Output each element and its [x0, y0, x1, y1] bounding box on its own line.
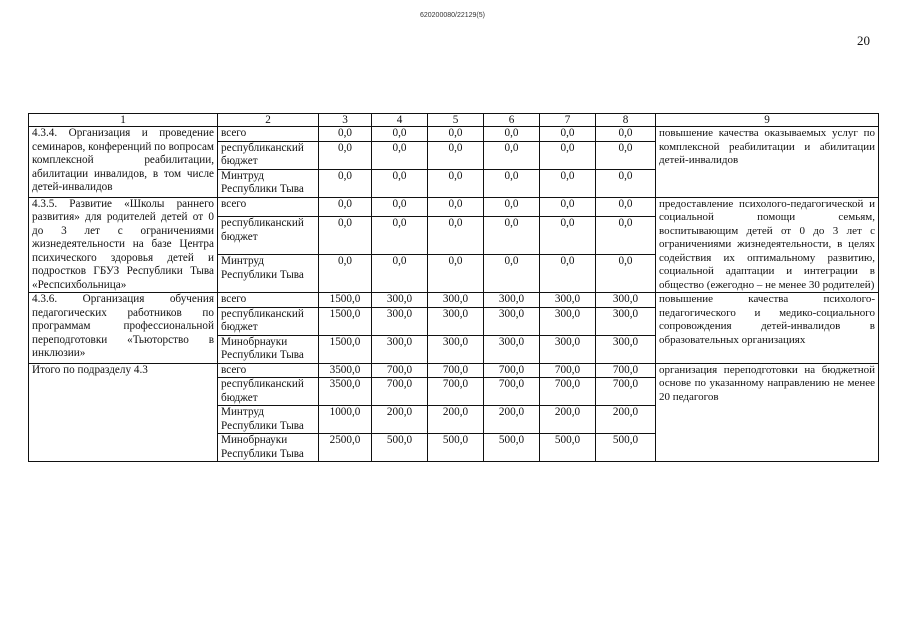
amount-cell: 500,0: [540, 434, 596, 462]
amount-cell: 700,0: [484, 363, 540, 378]
amount-cell: 0,0: [596, 217, 656, 255]
amount-cell: 300,0: [428, 293, 484, 308]
amount-cell: 0,0: [428, 127, 484, 142]
page-number: 20: [857, 33, 870, 48]
amount-cell: 300,0: [484, 307, 540, 335]
amount-cell: 300,0: [484, 293, 540, 308]
amount-cell: 0,0: [484, 217, 540, 255]
amount-cell: 0,0: [372, 141, 428, 169]
amount-cell: 300,0: [428, 335, 484, 363]
amount-cell: 0,0: [319, 255, 372, 293]
amount-cell: 300,0: [372, 307, 428, 335]
funding-source: Минтруд Республики Тыва: [218, 255, 319, 293]
funding-source: всего: [218, 197, 319, 217]
amount-cell: 200,0: [372, 406, 428, 434]
amount-cell: 0,0: [596, 127, 656, 142]
amount-cell: 700,0: [596, 378, 656, 406]
amount-cell: 300,0: [540, 335, 596, 363]
expected-result: повышение качества оказываемых услуг по комплексной реабилитации и абилитации детей-инвалидов: [656, 127, 879, 198]
amount-cell: 0,0: [540, 127, 596, 142]
amount-cell: 300,0: [540, 293, 596, 308]
amount-cell: 0,0: [428, 217, 484, 255]
column-header-4: 4: [372, 114, 428, 127]
amount-cell: 1500,0: [319, 293, 372, 308]
amount-cell: 300,0: [484, 335, 540, 363]
amount-cell: 1500,0: [319, 307, 372, 335]
amount-cell: 500,0: [372, 434, 428, 462]
funding-source: Минтруд Республики Тыва: [218, 169, 319, 197]
amount-cell: 500,0: [484, 434, 540, 462]
amount-cell: 0,0: [319, 197, 372, 217]
amount-cell: 200,0: [484, 406, 540, 434]
funding-source: Минобрнауки Республики Тыва: [218, 434, 319, 462]
amount-cell: 500,0: [428, 434, 484, 462]
amount-cell: 700,0: [428, 363, 484, 378]
funding-source: республиканский бюджет: [218, 378, 319, 406]
amount-cell: 0,0: [372, 217, 428, 255]
table-row: [29, 197, 879, 217]
amount-cell: 0,0: [484, 141, 540, 169]
amount-cell: 0,0: [484, 127, 540, 142]
column-header-8: 8: [596, 114, 656, 127]
amount-cell: 0,0: [319, 169, 372, 197]
amount-cell: 0,0: [484, 197, 540, 217]
amount-cell: 2500,0: [319, 434, 372, 462]
amount-cell: 0,0: [540, 141, 596, 169]
amount-cell: 0,0: [372, 169, 428, 197]
amount-cell: 0,0: [372, 127, 428, 142]
amount-cell: 0,0: [596, 255, 656, 293]
amount-cell: 300,0: [540, 307, 596, 335]
column-header-7: 7: [540, 114, 596, 127]
funding-source: республиканский бюджет: [218, 307, 319, 335]
amount-cell: 0,0: [596, 169, 656, 197]
measure-description: 4.3.4. Организация и проведение семинаров, конференций по вопросам комплексной реабилитации, абилитации инвалидов, в том числе детей-инвалидов: [29, 127, 218, 198]
column-header-9: 9: [656, 114, 879, 127]
amount-cell: 300,0: [428, 307, 484, 335]
table-row: [29, 127, 879, 142]
amount-cell: 0,0: [319, 217, 372, 255]
amount-cell: 700,0: [484, 378, 540, 406]
amount-cell: 300,0: [372, 335, 428, 363]
expected-result: предоставление психолого-педагогической и социальной помощи семьям, воспитывающим детей от 0 до 3 лет с ограничениями жизнедеятельности, в целях содействия их оптимальному развитию, социальной адаптации и интеграции в общество (ежегодно – не менее 30 родителей): [656, 197, 879, 293]
amount-cell: 700,0: [596, 363, 656, 378]
measure-description: 4.3.5. Развитие «Школы раннего развития» для родителей детей от 0 до 3 лет с ограничениями жизнедеятельности на базе Центра психического здоровья детей и подростков ГБУЗ Республики Тыва «Респсихбольница»: [29, 197, 218, 293]
amount-cell: 0,0: [319, 141, 372, 169]
amount-cell: 700,0: [428, 378, 484, 406]
funding-source: республиканский бюджет: [218, 141, 319, 169]
amount-cell: 0,0: [372, 255, 428, 293]
amount-cell: 200,0: [596, 406, 656, 434]
column-header-1: 1: [29, 114, 218, 127]
expected-result: организация переподготовки на бюджетной основе по указанному направлению не менее 20 педагогов: [656, 363, 879, 462]
funding-source: всего: [218, 293, 319, 308]
document-code: 620200080/22129(5): [419, 12, 485, 19]
amount-cell: 0,0: [596, 141, 656, 169]
column-header-5: 5: [428, 114, 484, 127]
amount-cell: 3500,0: [319, 378, 372, 406]
amount-cell: 0,0: [319, 127, 372, 142]
amount-cell: 200,0: [540, 406, 596, 434]
funding-source: Минобрнауки Республики Тыва: [218, 335, 319, 363]
amount-cell: 700,0: [372, 378, 428, 406]
amount-cell: 0,0: [428, 197, 484, 217]
amount-cell: 3500,0: [319, 363, 372, 378]
amount-cell: 0,0: [484, 255, 540, 293]
funding-source: республиканский бюджет: [218, 217, 319, 255]
column-header-6: 6: [484, 114, 540, 127]
measure-description: 4.3.6. Организация обучения педагогических работников по программам профессиональной переподготовки «Тьюторство в инклюзии»: [29, 293, 218, 364]
funding-source: всего: [218, 127, 319, 142]
amount-cell: 700,0: [540, 378, 596, 406]
column-header-2: 2: [218, 114, 319, 127]
funding-source: Минтруд Республики Тыва: [218, 406, 319, 434]
amount-cell: 200,0: [428, 406, 484, 434]
column-header-3: 3: [319, 114, 372, 127]
amount-cell: 1000,0: [319, 406, 372, 434]
amount-cell: 0,0: [484, 169, 540, 197]
funding-source: всего: [218, 363, 319, 378]
amount-cell: 700,0: [540, 363, 596, 378]
amount-cell: 0,0: [428, 169, 484, 197]
amount-cell: 300,0: [372, 293, 428, 308]
amount-cell: 0,0: [428, 141, 484, 169]
amount-cell: 0,0: [540, 255, 596, 293]
amount-cell: 0,0: [540, 217, 596, 255]
table-row: [29, 363, 879, 378]
header-row: [29, 114, 879, 127]
amount-cell: 700,0: [372, 363, 428, 378]
amount-cell: 0,0: [372, 197, 428, 217]
table-row: [29, 293, 879, 308]
amount-cell: 300,0: [596, 335, 656, 363]
amount-cell: 0,0: [540, 169, 596, 197]
amount-cell: 0,0: [540, 197, 596, 217]
amount-cell: 0,0: [428, 255, 484, 293]
program-table: [28, 113, 879, 462]
measure-description: Итого по подразделу 4.3: [29, 363, 218, 462]
amount-cell: 300,0: [596, 293, 656, 308]
expected-result: повышение качества психолого-педагогического и медико-социального сопровождения детей-инвалидов в образовательных организациях: [656, 293, 879, 364]
amount-cell: 0,0: [596, 197, 656, 217]
amount-cell: 1500,0: [319, 335, 372, 363]
amount-cell: 300,0: [596, 307, 656, 335]
amount-cell: 500,0: [596, 434, 656, 462]
